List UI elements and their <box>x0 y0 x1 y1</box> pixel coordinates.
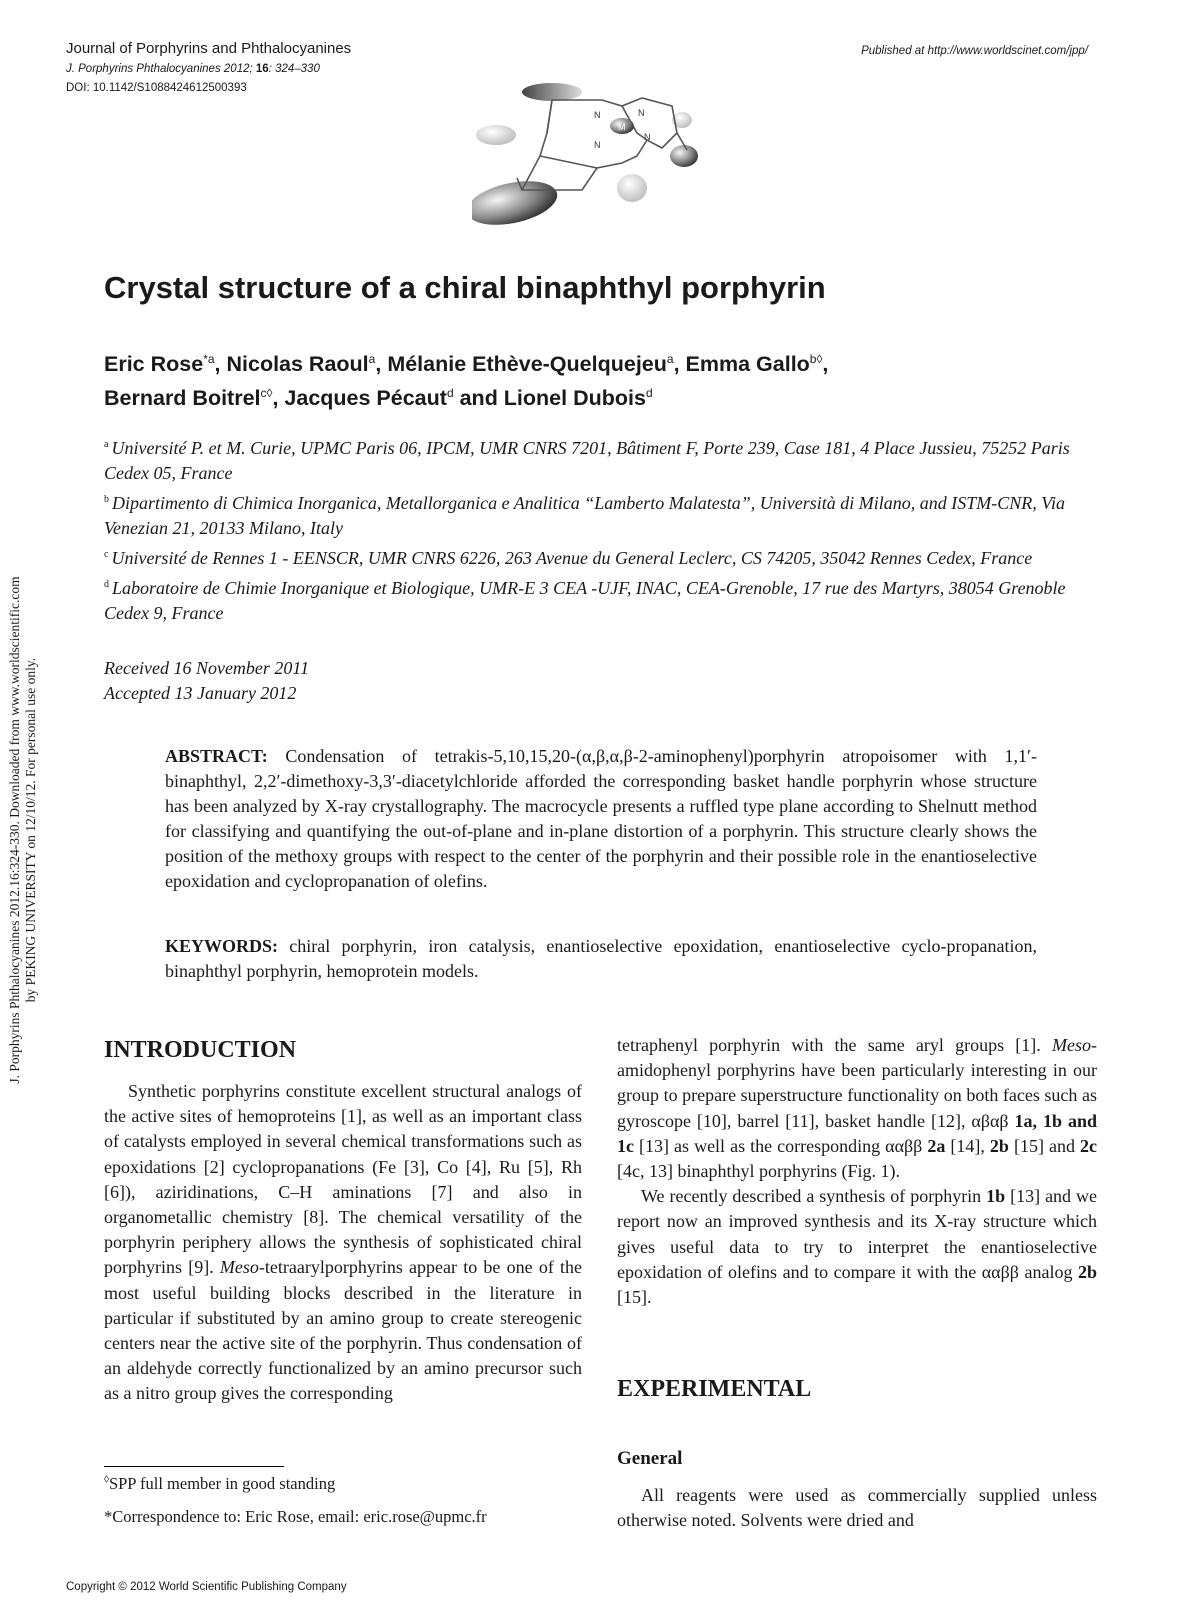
paragraph: We recently described a synthesis of porphyrin 1b [13] and we report now an improved synthesis and its X-ray structure which gives useful data to try to interpret the enantioselective epoxidation of olefins and to compare it with the ααββ analog 2b [15]. <box>617 1186 1098 1308</box>
keywords-label: KEYWORDS: <box>165 936 279 956</box>
abstract-text: Condensation of tetrakis-5,10,15,20-(α,β,α,β-2-aminophenyl)porphyrin atropoisomer with 1,1′-binaphthyl, 2,2′-dimethoxy-3,3′-diacetylchloride afforded the corresponding basket handle porphyrin whose structure has been analyzed by X-ray crystallography. The macrocycle presents a ruffled type plane according to Shelnutt method for classifying and quantifying the out-of-plane and in-plane distortion of a porphyrin. This structure clearly shows the position of the methoxy groups with respect to the center of the porphyrin and their possible role in the enantioselective epoxidation and cyclopropanation of olefins. <box>165 746 1037 891</box>
footnote-spp: ◊SPP full member in good standing <box>104 1474 336 1493</box>
introduction-column <box>104 1033 582 1407</box>
affiliation-list <box>104 432 1094 627</box>
footnote-rule <box>104 1466 284 1467</box>
abstract <box>165 744 1037 894</box>
logo-n-label: N <box>644 132 651 142</box>
published-url[interactable]: Published at http://www.worldscinet.com/jpp/ <box>861 45 1088 57</box>
general-paragraph: All reagents were used as commercially supplied unless otherwise noted. Solvents were dried and <box>617 1485 1097 1531</box>
journal-citation: J. Porphyrins Phthalocyanines 2012; 16: 324–330 <box>66 63 320 75</box>
porphyrin-molecule-logo <box>472 78 732 238</box>
received-date: Received 16 November 2011 <box>104 658 310 678</box>
download-watermark: J. Porphyrins Phthalocyanines 2012.16:324-330. Downloaded from www.worldscientific.com by PEKING UNIVERSITY on 12/10/12. For personal use only. <box>7 576 38 1084</box>
author-name: Jacques Pécaut <box>284 386 447 411</box>
affiliation: $^d$ Laboratoire de Chimie Inorganique et Biologique, UMR-E 3 CEA -UJF, INAC, CEA-Grenoble, 17 rue des Martyrs, 38054 Grenoble Cedex 9, France <box>104 578 1066 623</box>
affiliation: $^b$ Dipartimento di Chimica Inorganica, Metallorganica e Analitica “Lamberto Malatesta”, Università di Milano, and ISTM-CNR, Via Venezian 21, 20133 Milano, Italy <box>104 493 1065 538</box>
keywords <box>165 934 1037 984</box>
received-dates <box>104 656 309 706</box>
logo-n-label: N <box>594 110 601 120</box>
right-column <box>617 1033 1097 1310</box>
keywords-text: chiral porphyrin, iron catalysis, enantioselective epoxidation, enantioselective cyclo-propanation, binaphthyl porphyrin, hemoprotein models. <box>165 936 1037 981</box>
author-name: Eric Rose <box>104 352 204 377</box>
logo-n-label: N <box>594 140 601 150</box>
paper-title: Crystal structure of a chiral binaphthyl porphyrin <box>104 270 826 305</box>
journal-name: Journal of Porphyrins and Phthalocyanines <box>66 40 352 57</box>
author-name: Lionel Dubois <box>503 386 646 411</box>
author-name: Mélanie Ethève-Quelquejeu <box>387 352 667 377</box>
journal-doi: DOI: 10.1142/S1088424612500393 <box>66 82 247 94</box>
author-name: Emma Gallo <box>685 352 810 377</box>
affiliation: $^c$ Université de Rennes 1 - EENSCR, UMR CNRS 6226, 263 Avenue du General Leclerc, CS 74205, 35042 Rennes Cedex, France <box>104 548 1033 568</box>
experimental-heading: EXPERIMENTAL <box>617 1376 812 1402</box>
introduction-heading: INTRODUCTION <box>104 1037 297 1063</box>
author-list: Eric Rose$^{*a}$, Nicolas Raoul$^a$, Mélanie Ethève-Quelquejeu$^a$, Emma Gallo$^{b◊}$, Bernard Boitrel$^{c◊}$, Jacques Pécaut$^d$ and Lionel Dubois$^d$ <box>104 352 829 411</box>
copyright: Copyright © 2012 World Scientific Publishing Company <box>66 1581 347 1593</box>
author-name: Nicolas Raoul <box>226 352 369 377</box>
author-name: Bernard Boitrel <box>104 386 261 411</box>
logo-metal-label: M <box>618 122 626 132</box>
general-subheading: General <box>617 1448 683 1469</box>
abstract-label: ABSTRACT: <box>165 746 268 766</box>
logo-n-label: N <box>638 108 645 118</box>
paragraph: Synthetic porphyrins constitute excellent structural analogs of the active sites of hemoproteins [1], as well as an important class of catalysts employed in several chemical transformations such as epoxidations [2] cyclopropanations (Fe [3], Co [4], Ru [5], Rh [6]), aziridinations, C–H aminations [7] and also in organometallic chemistry [8]. The chemical versatility of the porphyrin periphery allows the synthesis of sophisticated chiral porphyrins [9]. Meso-tetraarylporphyrins appear to be one of the most useful building blocks described in the literature in particular if substituted by an amino group to create stereogenic centers near the active site of the porphyrin. Thus condensation of an aldehyde correctly functionalized by an amino precursor such as a nitro group gives the corresponding <box>104 1081 583 1404</box>
accepted-date: Accepted 13 January 2012 <box>104 683 297 703</box>
footnote-correspondence: *Correspondence to: Eric Rose, email: eric.rose@upmc.fr <box>104 1507 487 1526</box>
affiliation: $^a$ Université P. et M. Curie, UPMC Paris 06, IPCM, UMR CNRS 7201, Bâtiment F, Porte 239, Case 181, 4 Place Jussieu, 75252 Paris Cedex 05, France <box>104 438 1070 483</box>
paragraph: tetraphenyl porphyrin with the same aryl groups [1]. Meso-amidophenyl porphyrins have been particularly interesting in our group to prepare superstructure functionality on both faces such as gyroscope [10], barrel [11], basket handle [12], αβαβ 1a, 1b and 1c [13] as well as the corresponding ααββ 2a [14], 2b [15] and 2c [4c, 13] binaphthyl porphyrins (Fig. 1). <box>617 1035 1098 1182</box>
